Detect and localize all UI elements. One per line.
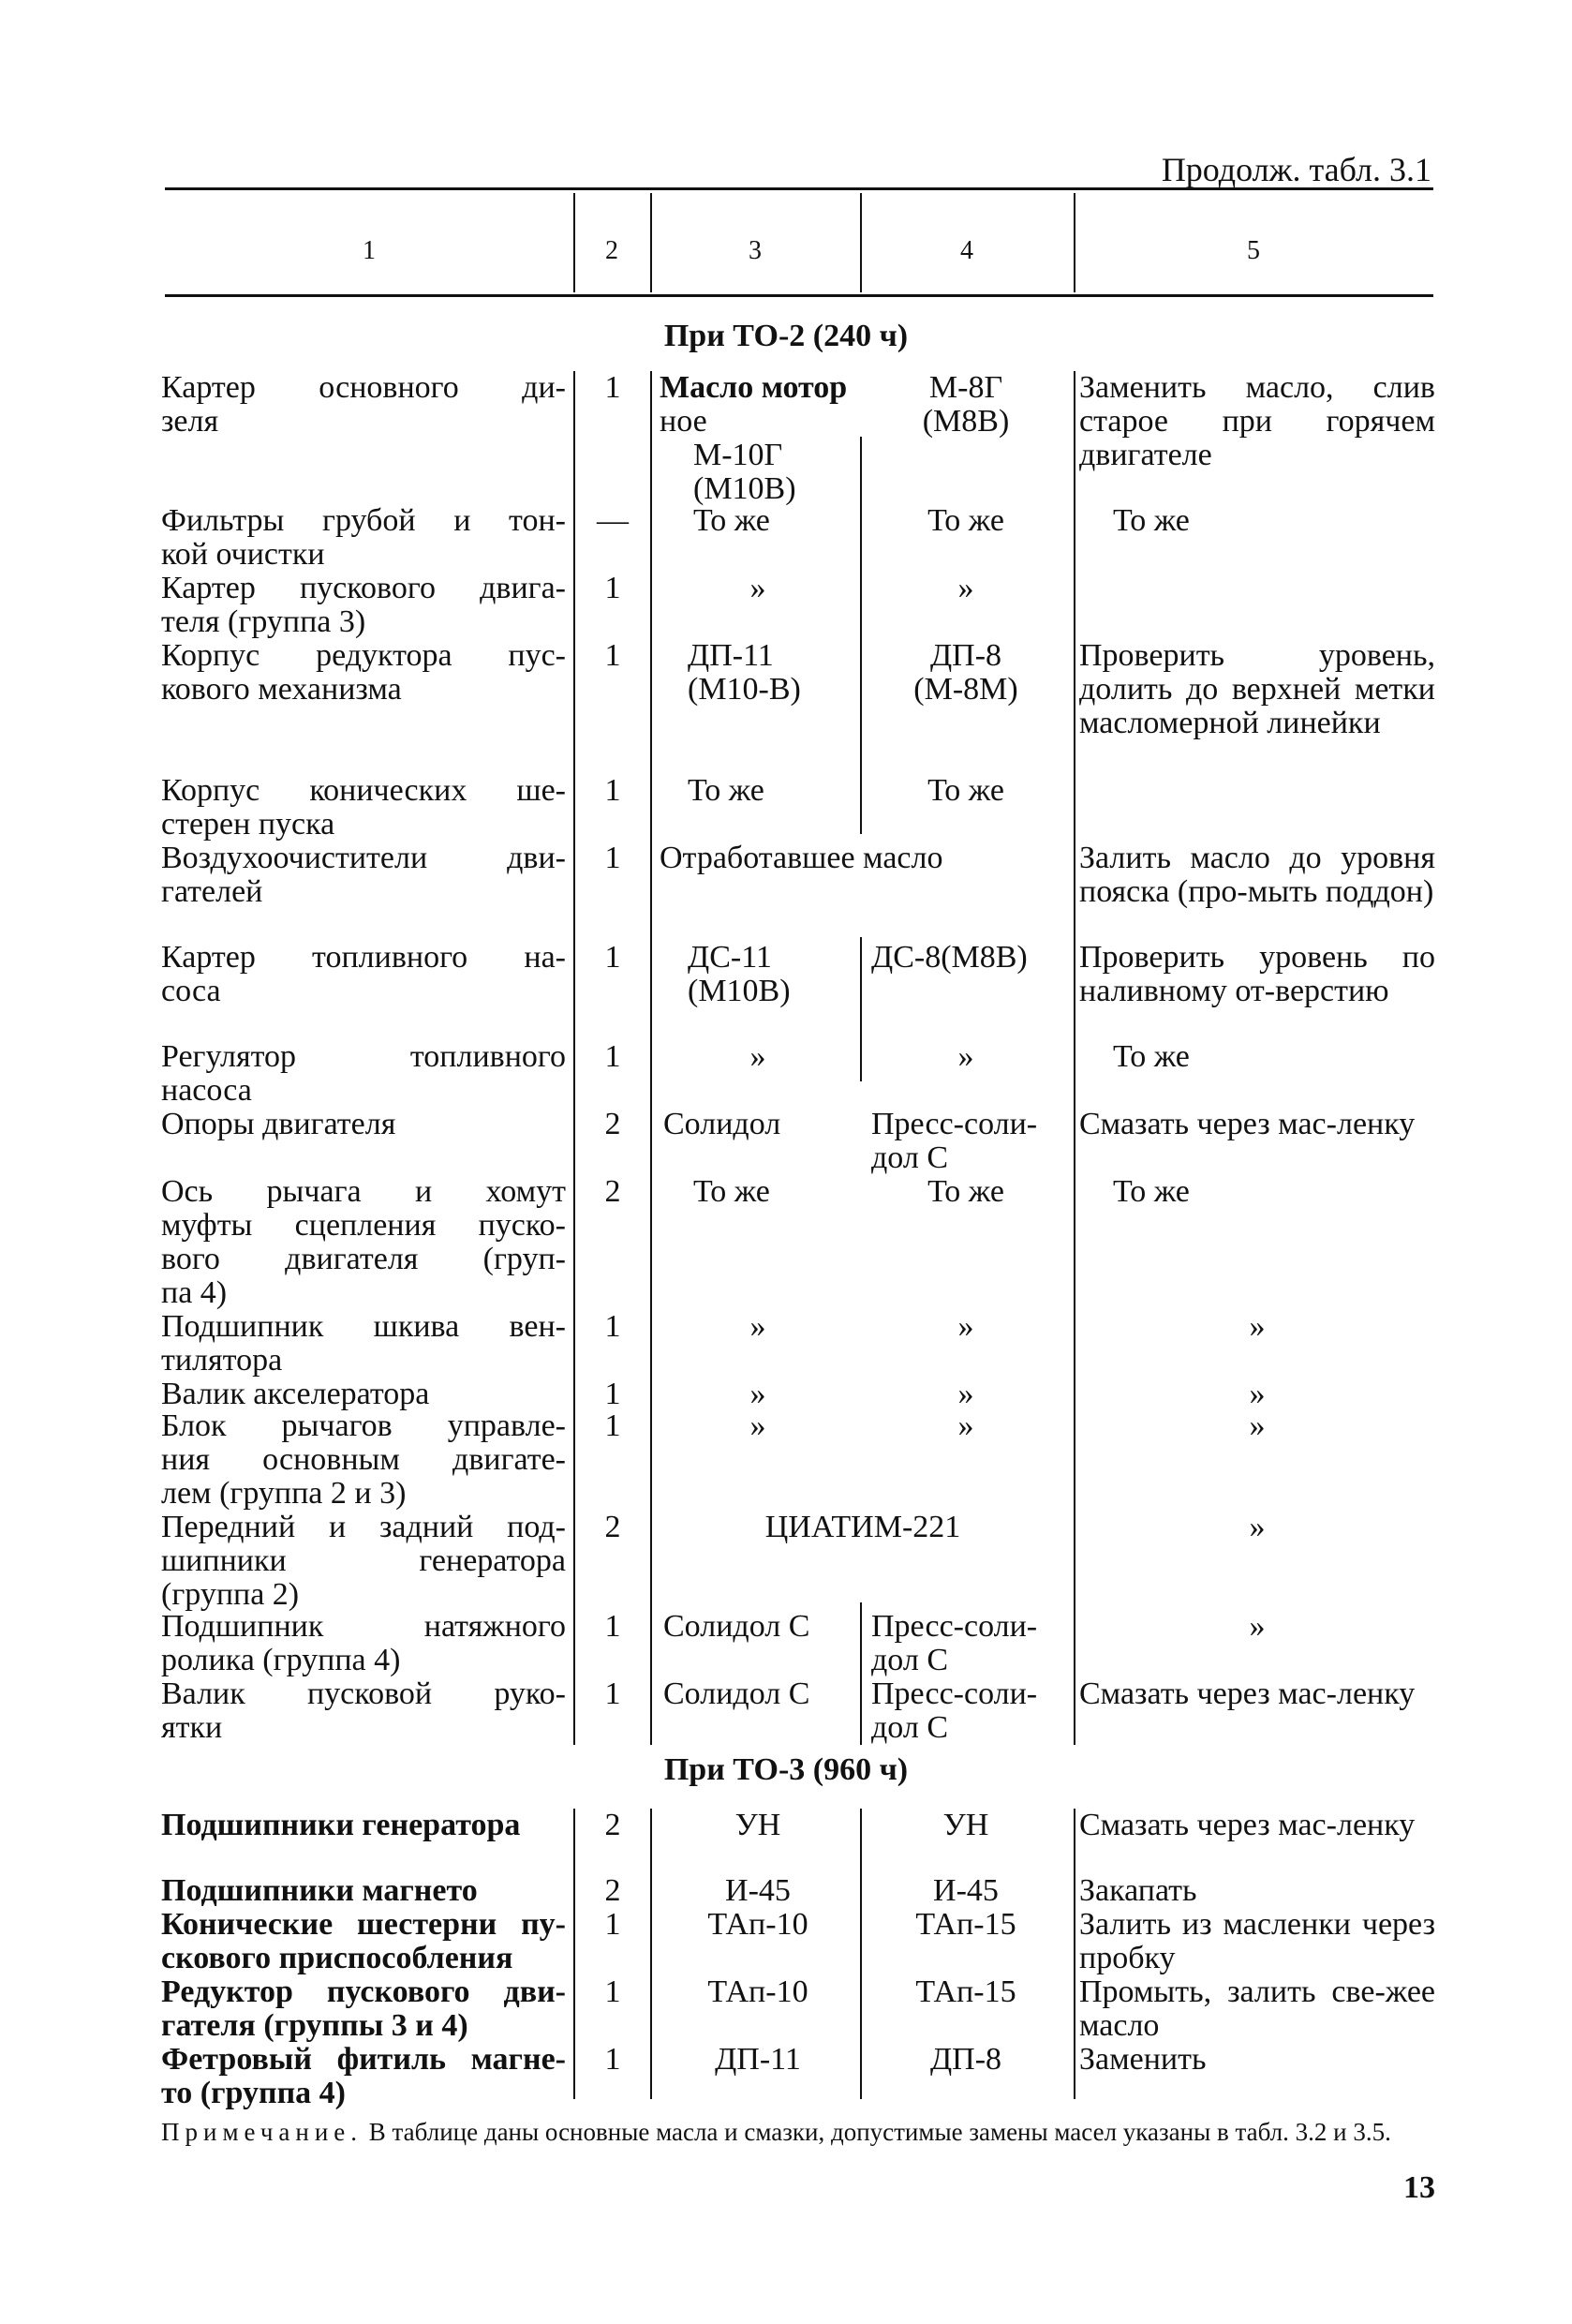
- row-instructions: »: [1249, 1609, 1266, 1644]
- row-count: 2: [604, 1107, 621, 1141]
- column-number: 2: [605, 236, 618, 265]
- row-lubricant-winter: ДС-8(М8В): [871, 940, 1028, 975]
- row-instructions: То же: [1113, 503, 1190, 538]
- row-lubricant-summer: »: [749, 1039, 766, 1074]
- row-lubricant-summer: ДП-11: [715, 2042, 801, 2077]
- row-lubricant-winter: Пресс-соли-: [871, 1676, 1038, 1711]
- row-lubricant-summer: М-10Г: [693, 438, 783, 472]
- note-text: В таблице даны основные масла и смазки, допустимые замены масел указаны в табл. 3.2 и 3.5.: [363, 2118, 1391, 2146]
- note-label: Примечание.: [161, 2118, 363, 2146]
- row-instructions: »: [1249, 1377, 1266, 1411]
- row-lubricant-winter: »: [957, 571, 974, 605]
- row-name: скового приспособления: [161, 1941, 513, 1975]
- page-number: 13: [1403, 2170, 1435, 2205]
- column-divider: [1074, 371, 1075, 1745]
- row-count: 1: [604, 773, 621, 808]
- row-count: 1: [604, 571, 621, 605]
- row-name: Фетровый фитиль магне-: [161, 2042, 566, 2077]
- row-lubricant-merged: ЦИАТИМ-221: [764, 1510, 961, 1544]
- column-divider: [1074, 1809, 1075, 2099]
- row-lubricant-merged: Отработавшее масло: [660, 841, 943, 875]
- row-lubricant-summer: »: [749, 571, 766, 605]
- row-name: стерен пуска: [161, 807, 335, 842]
- row-lubricant-summer: Солидол: [663, 1107, 781, 1141]
- row-lubricant-winter: М-8Г: [928, 370, 1003, 405]
- row-name: Опоры двигателя: [161, 1107, 396, 1141]
- row-count: 1: [604, 2042, 621, 2077]
- row-name: Регулятор топливного: [161, 1039, 566, 1074]
- section-title: При ТО-3 (960 ч): [663, 1752, 909, 1787]
- row-lubricant-winter: И-45: [933, 1873, 999, 1908]
- row-instructions: Проверить уровень по наливному от-верстию: [1079, 940, 1435, 1008]
- row-name: вого двигателя (груп-: [161, 1242, 566, 1276]
- row-lubricant-summer: ное: [660, 404, 707, 439]
- row-instructions: Залить из масленки через пробку: [1079, 1907, 1435, 1975]
- row-name: Передний и задний под-: [161, 1510, 566, 1544]
- row-name: Картер основного ди-: [161, 370, 566, 405]
- row-count: 1: [604, 1609, 621, 1644]
- row-count: 1: [604, 1377, 621, 1411]
- row-lubricant-winter: (М-8М): [913, 672, 1018, 707]
- row-name: ятки: [161, 1710, 223, 1745]
- row-lubricant-summer: (М10В): [693, 471, 796, 506]
- row-name: (группа 2): [161, 1577, 300, 1612]
- row-instructions: »: [1249, 1408, 1266, 1443]
- column-number: 5: [1247, 236, 1260, 265]
- row-lubricant-summer: ТАп-10: [707, 1907, 808, 1942]
- row-name: Ось рычага и хомут: [161, 1174, 566, 1209]
- row-name: кой очистки: [161, 537, 325, 572]
- column-divider: [573, 1809, 575, 2099]
- row-name: Фильтры грубой и тон-: [161, 503, 566, 538]
- row-lubricant-summer: И-45: [725, 1873, 791, 1908]
- row-lubricant-winter: »: [957, 1039, 974, 1074]
- row-count: —: [597, 503, 629, 538]
- row-lubricant-winter: То же: [927, 503, 1004, 538]
- row-instructions: Заменить масло, слив старое при горячем двигателе: [1079, 370, 1435, 472]
- row-count: 1: [604, 1408, 621, 1443]
- row-name: Конические шестерни пу-: [161, 1907, 566, 1942]
- row-instructions: Заменить: [1079, 2042, 1207, 2077]
- column-number: 3: [749, 236, 762, 265]
- row-instructions: Промыть, залить све-жее масло: [1079, 1974, 1435, 2043]
- column-divider: [650, 371, 652, 1745]
- column-number: 4: [960, 236, 973, 265]
- row-count: 1: [604, 940, 621, 975]
- row-instructions: Закапать: [1079, 1873, 1197, 1908]
- row-instructions: Смазать через мас-ленку: [1079, 1808, 1416, 1842]
- row-name: Валик акселератора: [161, 1377, 430, 1411]
- table-top-rule: [165, 187, 1433, 190]
- row-lubricant-summer: ТАп-10: [707, 1974, 808, 2009]
- row-count: 1: [604, 638, 621, 673]
- row-name: Картер пускового двига-: [161, 571, 566, 605]
- table-continuation-title: Продолж. табл. 3.1: [1161, 151, 1431, 188]
- row-lubricant-winter: (М8В): [922, 404, 1010, 439]
- row-lubricant-winter: »: [957, 1309, 974, 1344]
- column-divider: [573, 371, 575, 1745]
- row-name: Воздухоочистители дви-: [161, 841, 566, 875]
- table-header-rule: [165, 294, 1433, 297]
- row-name: Корпус редуктора пус-: [161, 638, 566, 673]
- row-lubricant-winter: »: [957, 1377, 974, 1411]
- row-count: 1: [604, 1309, 621, 1344]
- row-lubricant-winter: То же: [927, 1174, 1004, 1209]
- row-lubricant-summer: »: [749, 1377, 766, 1411]
- row-lubricant-winter: Пресс-соли-: [871, 1609, 1038, 1644]
- row-name: гателей: [161, 874, 263, 909]
- row-lubricant-winter: Пресс-соли-: [871, 1107, 1038, 1141]
- row-count: 2: [604, 1873, 621, 1908]
- column-divider: [860, 1602, 862, 1745]
- row-instructions: Залить масло до уровня пояска (про-мыть поддон): [1079, 841, 1435, 909]
- row-count: 1: [604, 370, 621, 405]
- row-instructions: »: [1249, 1309, 1266, 1344]
- row-name: соса: [161, 974, 221, 1008]
- row-name: Валик пусковой руко-: [161, 1676, 566, 1711]
- row-lubricant-summer: То же: [693, 1174, 770, 1209]
- row-lubricant-summer: То же: [693, 503, 770, 538]
- row-lubricant-summer: ДП-11: [688, 638, 774, 673]
- column-number: 1: [363, 236, 376, 265]
- row-lubricant-summer: »: [749, 1408, 766, 1443]
- row-name: ния основным двигате-: [161, 1442, 566, 1477]
- row-instructions: Смазать через мас-ленку: [1079, 1107, 1416, 1141]
- row-lubricant-winter: дол С: [871, 1710, 948, 1745]
- row-count: 2: [604, 1174, 621, 1209]
- row-name: то (группа 4): [161, 2076, 346, 2110]
- row-lubricant-summer: Солидол С: [663, 1609, 810, 1644]
- row-lubricant-summer: »: [749, 1309, 766, 1344]
- row-name: тилятора: [161, 1343, 283, 1378]
- row-instructions: Проверить уровень, долить до верхней метки масломерной линейки: [1079, 638, 1435, 740]
- row-lubricant-summer: УН: [734, 1808, 781, 1842]
- row-name: Подшипник шкива вен-: [161, 1309, 566, 1344]
- row-count: 1: [604, 1974, 621, 2009]
- row-instructions: То же: [1113, 1039, 1190, 1074]
- row-lubricant-winter: ДП-8: [929, 638, 1002, 673]
- row-count: 1: [604, 841, 621, 875]
- row-name: Подшипники магнето: [161, 1873, 478, 1908]
- row-name: зеля: [161, 404, 219, 439]
- row-lubricant-winter: дол С: [871, 1140, 948, 1175]
- row-name: ролика (группа 4): [161, 1643, 401, 1677]
- row-lubricant-summer: То же: [688, 773, 764, 808]
- row-instructions: То же: [1113, 1174, 1190, 1209]
- section-title: При ТО-2 (240 ч): [663, 319, 909, 353]
- row-name: па 4): [161, 1275, 228, 1310]
- row-name: муфты сцепления пуско-: [161, 1208, 566, 1243]
- row-name: Редуктор пускового дви-: [161, 1974, 566, 2009]
- row-lubricant-winter: »: [957, 1408, 974, 1443]
- row-count: 1: [604, 1907, 621, 1942]
- row-count: 2: [604, 1510, 621, 1544]
- table-note: [161, 2118, 1435, 2146]
- row-name: Подшипники генератора: [161, 1808, 521, 1842]
- row-name: кового механизма: [161, 672, 402, 707]
- row-lubricant-winter: ТАп-15: [915, 1907, 1016, 1942]
- row-lubricant-summer: Масло мотор: [660, 370, 848, 405]
- row-lubricant-winter: УН: [942, 1808, 989, 1842]
- column-divider: [860, 1809, 862, 2099]
- row-lubricant-winter: ДП-8: [929, 2042, 1002, 2077]
- row-instructions: »: [1249, 1510, 1266, 1544]
- row-count: 2: [604, 1808, 621, 1842]
- row-name: насоса: [161, 1073, 252, 1108]
- row-name: Корпус конических ше-: [161, 773, 566, 808]
- row-lubricant-winter: ТАп-15: [915, 1974, 1016, 2009]
- column-divider: [650, 1809, 652, 2099]
- row-name: теля (группа 3): [161, 604, 366, 639]
- row-lubricant-winter: дол С: [871, 1643, 948, 1677]
- row-lubricant-summer: Солидол С: [663, 1676, 810, 1711]
- row-lubricant-winter: То же: [927, 773, 1004, 808]
- row-lubricant-summer: ДС-11: [688, 940, 772, 975]
- row-name: лем (группа 2 и 3): [161, 1476, 407, 1511]
- row-name: Блок рычагов управле-: [161, 1408, 566, 1443]
- row-lubricant-summer: (М10В): [688, 974, 791, 1008]
- row-name: гателя (группы 3 и 4): [161, 2008, 468, 2043]
- row-count: 1: [604, 1676, 621, 1711]
- row-name: Подшипник натяжного: [161, 1609, 566, 1644]
- row-name: шипники генератора: [161, 1543, 566, 1578]
- row-name: Картер топливного на-: [161, 940, 566, 975]
- row-instructions: Смазать через мас-ленку: [1079, 1676, 1416, 1711]
- row-count: 1: [604, 1039, 621, 1074]
- row-lubricant-summer: (М10-В): [688, 672, 801, 707]
